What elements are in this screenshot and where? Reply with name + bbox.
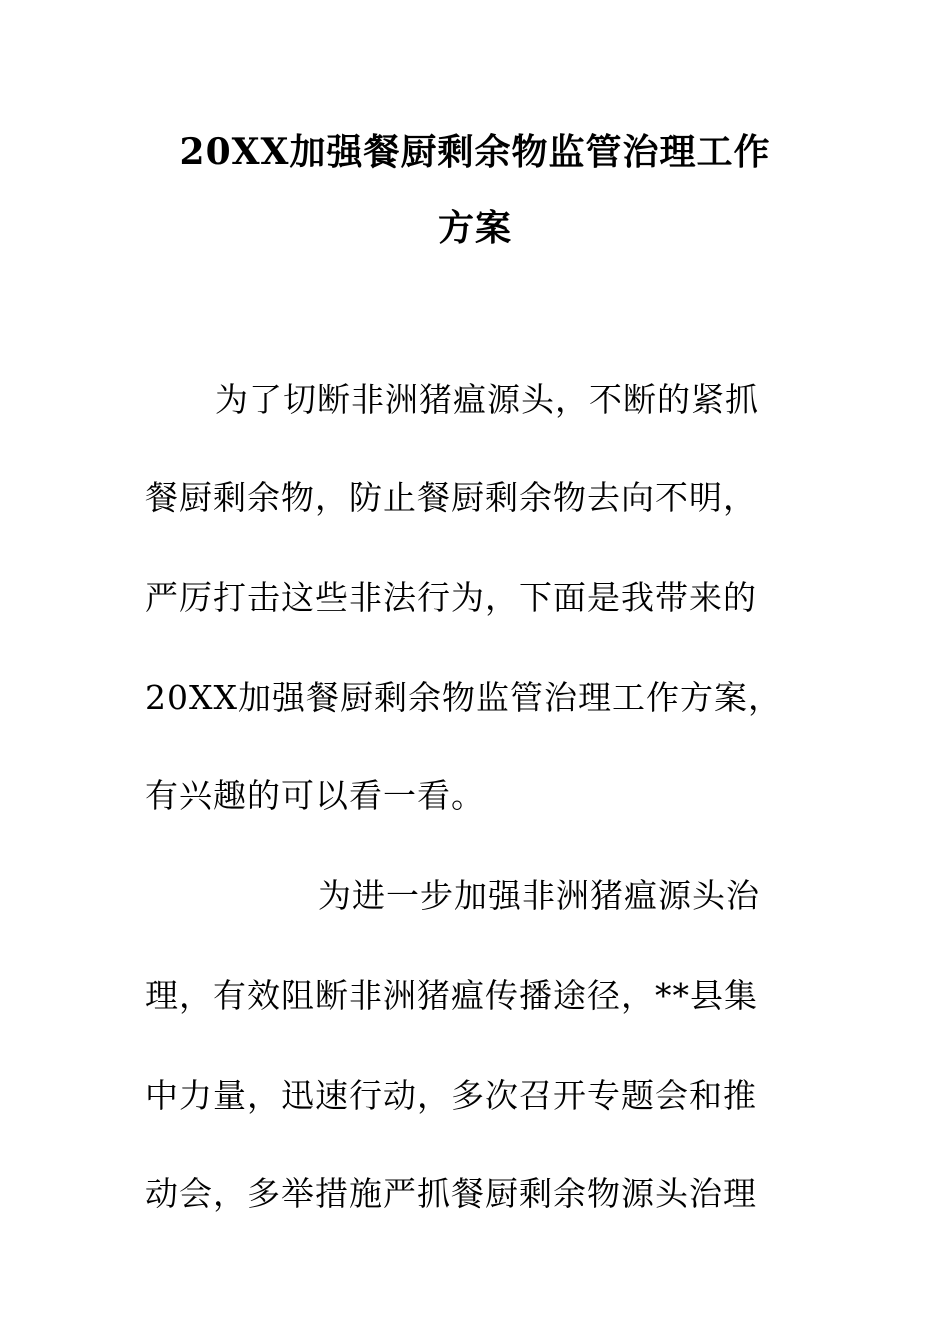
- document-title-line-2: 方案: [437, 207, 512, 249]
- paragraph-2-line-2: 理，有效阻断非洲猪瘟传播途径，**县集: [145, 976, 758, 1015]
- paragraph-2-line-1: 为进一步加强非洲猪瘟源头治: [318, 876, 760, 915]
- document-title-line-1: 20XX加强餐厨剩余物监管治理工作: [179, 131, 771, 173]
- paragraph-1-line-3: 严厉打击这些非法行为，下面是我带来的: [145, 578, 757, 617]
- paragraph-2-line-3: 中力量，迅速行动，多次召开专题会和推: [145, 1076, 757, 1115]
- paragraph-1-line-4: 20XX加强餐厨剩余物监管治理工作方案，: [145, 678, 782, 717]
- paragraph-1-line-2: 餐厨剩余物，防止餐厨剩余物去向不明，: [145, 478, 757, 517]
- paragraph-1-line-1: 为了切断非洲猪瘟源头，不断的紧抓: [215, 380, 759, 419]
- paragraph-1-line-5: 有兴趣的可以看一看。: [145, 776, 485, 815]
- paragraph-2-line-4: 动会，多举措施严抓餐厨剩余物源头治理: [145, 1174, 757, 1213]
